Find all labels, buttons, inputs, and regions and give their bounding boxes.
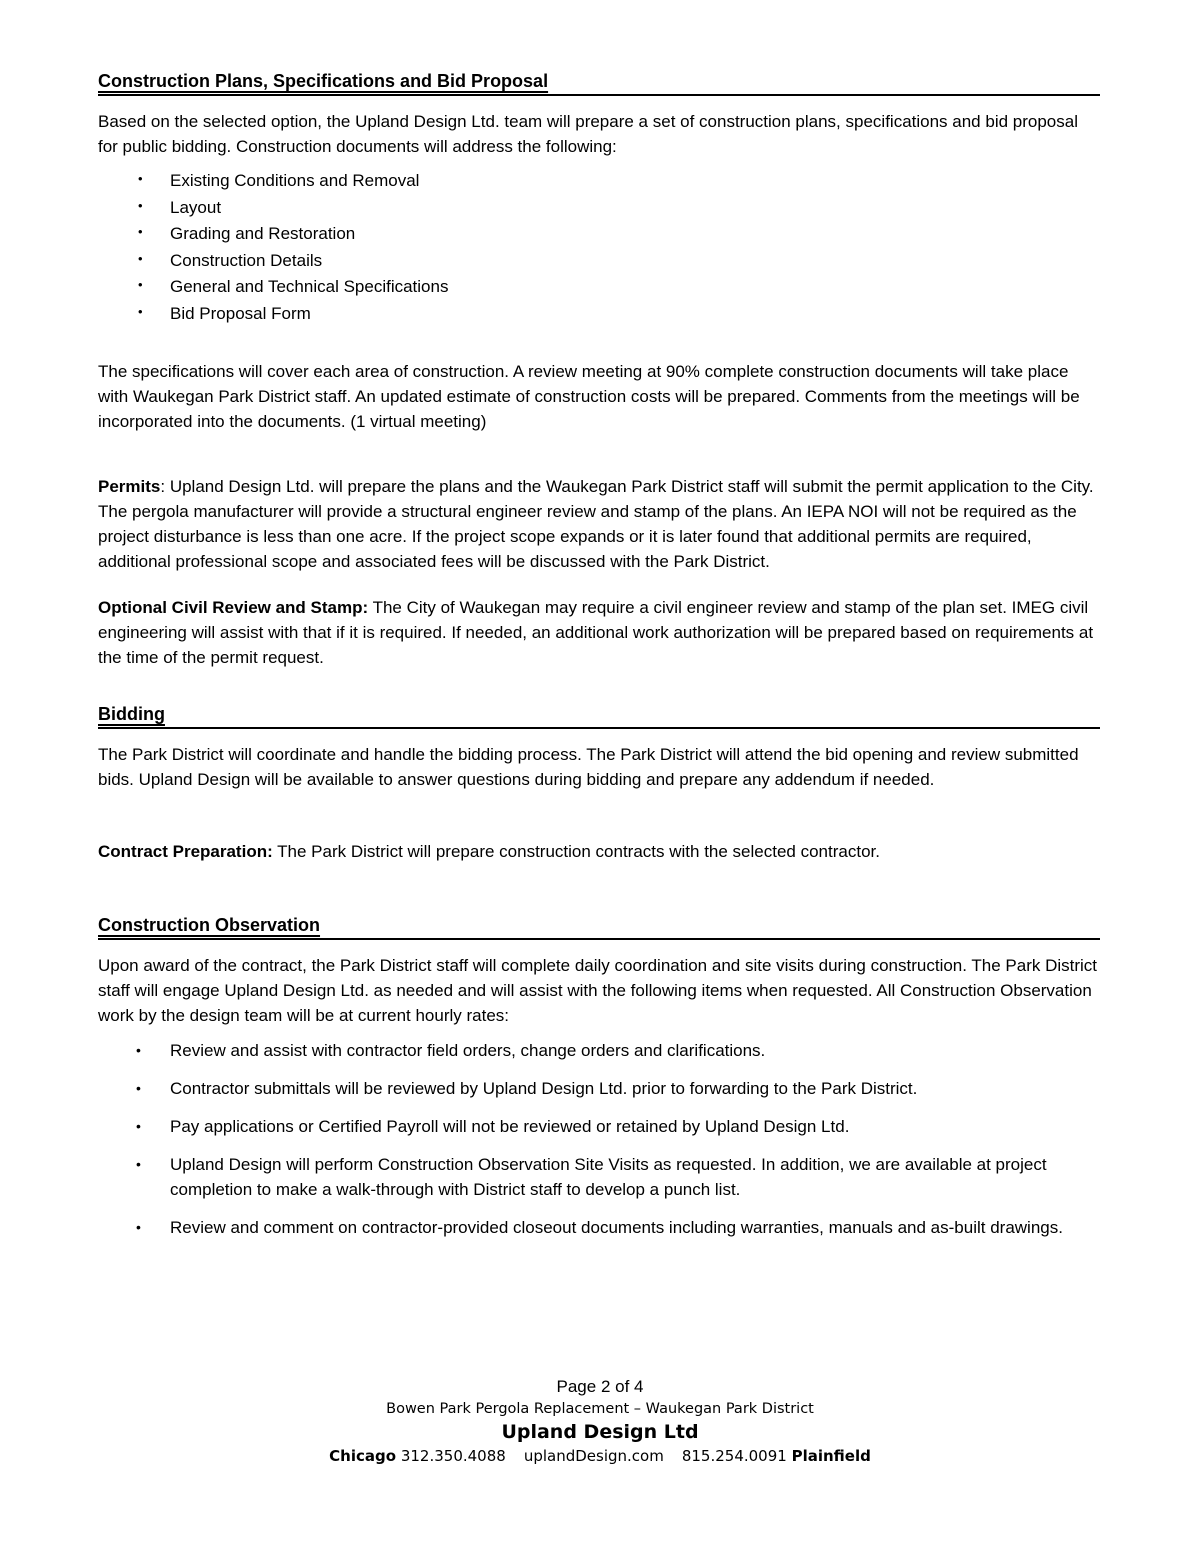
list-item-text: Upland Design will perform Construction Observation Site Visits as requested. In addition, we are available at project completion to make a walk-through with District staff to develop a punch list. xyxy=(170,1155,1047,1199)
bullet-icon: • xyxy=(136,1080,141,1096)
construction-documents-list xyxy=(98,168,1100,327)
bullet-icon: • xyxy=(136,1219,141,1235)
chicago-phone: 312.350.4088 xyxy=(400,1447,506,1465)
list-item-text: Layout xyxy=(170,197,222,217)
permits-label: Permits xyxy=(98,477,161,496)
list-item xyxy=(98,248,1100,275)
observation-paragraph: Upon award of the contract, the Park District staff will complete daily coordination and site visits during construction. The Park District staff will engage Upland Design Ltd. as needed and will assist with the following items when requested. All Construction Observation work by the design team will be at current hourly rates: xyxy=(98,956,1098,1025)
bullet-icon: • xyxy=(136,1042,141,1058)
list-item xyxy=(98,1076,1100,1101)
bullet-icon: • xyxy=(138,197,143,213)
bullet-icon: • xyxy=(138,303,143,319)
list-item-text: Contractor submittals will be reviewed by Upland Design Ltd. prior to forwarding to the Park District. xyxy=(170,1079,918,1098)
list-item-text: Pay applications or Certified Payroll will not be reviewed or retained by Upland Design Ltd. xyxy=(170,1117,850,1136)
permits-text: : Upland Design Ltd. will prepare the plans and the Waukegan Park District staff will submit the permit application to the City. The pergola manufacturer will provide a structural engineer review and stamp of the plans. An IEPA NOI will not be required as the project disturbance is less than one acre. If the project scope expands or it is later found that additional permits are required, additional professional scope and associated fees will be discussed with the Park District. xyxy=(98,477,1094,571)
section-heading-plans xyxy=(98,70,1100,96)
civil-review-label: Optional Civil Review and Stamp: xyxy=(98,598,369,617)
plans-intro-paragraph: Based on the selected option, the Upland Design Ltd. team will prepare a set of construction plans, specifications and bid proposal for public bidding. Construction documents will address the following: xyxy=(98,112,1078,156)
page-number: Page 2 of 4 xyxy=(556,1377,644,1396)
bullet-icon: • xyxy=(136,1156,141,1172)
list-item-text: General and Technical Specifications xyxy=(170,277,449,296)
bullet-icon: • xyxy=(136,1118,141,1134)
bullet-icon: • xyxy=(138,171,143,186)
list-item xyxy=(98,1038,1100,1063)
bullet-icon: • xyxy=(138,277,143,292)
list-item xyxy=(98,274,1100,301)
company-name: Upland Design Ltd xyxy=(501,1421,699,1443)
section-heading-observation xyxy=(98,914,1100,940)
observation-tasks-list xyxy=(98,1038,1100,1240)
bullet-icon: • xyxy=(138,250,143,266)
document-content xyxy=(98,70,1100,1253)
page-footer xyxy=(0,1375,1200,1467)
permits-paragraph xyxy=(98,474,1100,574)
civil-review-paragraph xyxy=(98,595,1100,670)
section-heading-bidding-text: Bidding xyxy=(98,704,165,724)
specifications-paragraph: The specifications will cover each area of construction. A review meeting at 90% complete construction documents will take place with Waukegan Park District staff. An updated estimate of construction costs will be prepared. Comments from the meetings will be incorporated into the documents. (1 virtual meeting) xyxy=(98,362,1080,431)
list-item xyxy=(98,168,1100,195)
list-item xyxy=(98,1215,1100,1240)
civil-review-text: The City of Waukegan may require a civil engineer review and stamp of the plan set. IMEG civil engineering will assist with that if it is required. If needed, an additional work authorization will be prepared based on requirements at the time of the permit request. xyxy=(98,598,1094,667)
list-item xyxy=(98,221,1100,248)
list-item xyxy=(98,1152,1100,1202)
section-heading-observation-text: Construction Observation xyxy=(98,915,321,935)
list-item-text: Grading and Restoration xyxy=(170,224,356,243)
website: uplandDesign.com xyxy=(523,1447,664,1465)
list-item-text: Bid Proposal Form xyxy=(170,303,311,323)
contract-preparation-text: The Park District will prepare construction contracts with the selected contractor. xyxy=(272,842,880,861)
plainfield-office-label: Plainfield xyxy=(791,1447,871,1465)
bidding-paragraph: The Park District will coordinate and handle the bidding process. The Park District will attend the bid opening and review submitted bids. Upland Design will be available to answer questions during bidding and prepare any addendum if needed. xyxy=(98,745,1079,789)
contact-line xyxy=(0,1445,1200,1467)
plainfield-phone: 815.254.0091 xyxy=(681,1447,787,1465)
section-heading-plans-text: Construction Plans, Specifications and Bid Proposal xyxy=(98,71,549,91)
list-item xyxy=(98,1114,1100,1139)
bullet-icon: • xyxy=(138,224,143,239)
chicago-office-label: Chicago xyxy=(329,1447,397,1465)
project-title: Bowen Park Pergola Replacement – Waukegan Park District xyxy=(386,1401,814,1417)
contract-preparation-paragraph xyxy=(98,839,1100,864)
list-item-text: Review and comment on contractor-provided closeout documents including warranties, manuals and as-built drawings. xyxy=(170,1218,1063,1237)
list-item-text: Construction Details xyxy=(170,250,323,270)
section-heading-bidding xyxy=(98,703,1100,729)
list-item xyxy=(98,301,1100,328)
list-item-text: Existing Conditions and Removal xyxy=(170,171,420,190)
contract-preparation-label: Contract Preparation: xyxy=(98,842,273,861)
list-item-text: Review and assist with contractor field orders, change orders and clarifications. xyxy=(170,1041,766,1060)
list-item xyxy=(98,195,1100,222)
